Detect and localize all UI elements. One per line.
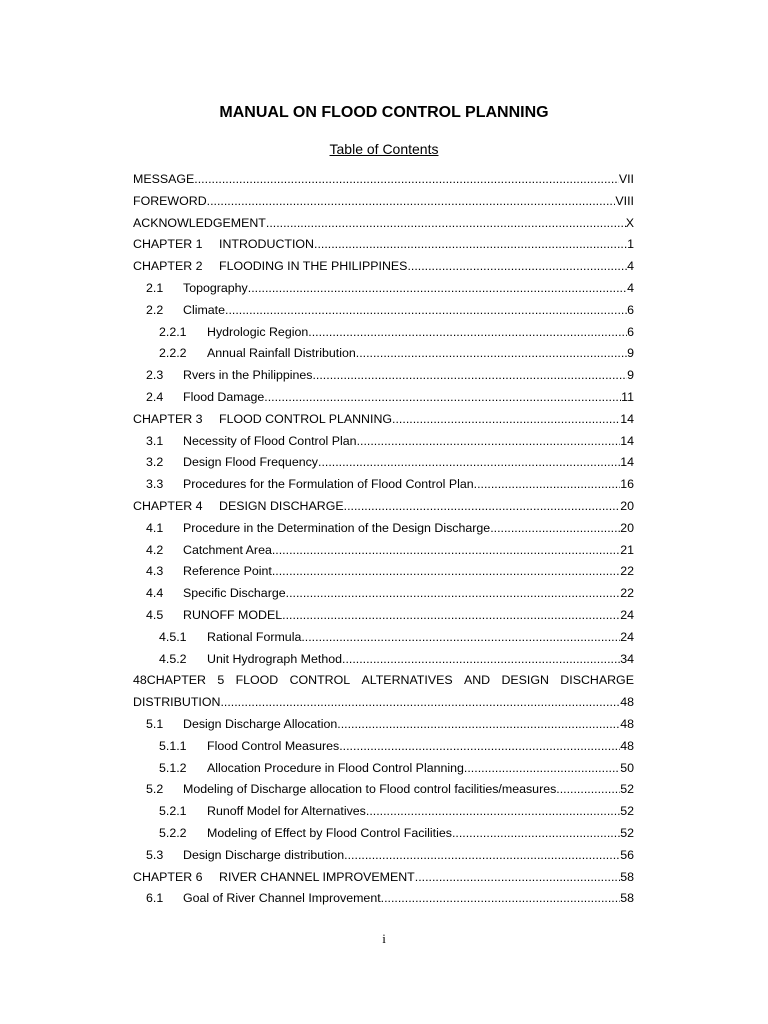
toc-entry-title: Allocation Procedure in Flood Control Planning bbox=[207, 760, 464, 775]
toc-entry-section[interactable] bbox=[133, 845, 634, 867]
toc-entry-title: Flood Control Measures bbox=[207, 738, 340, 753]
dot-leader bbox=[286, 583, 621, 605]
toc-entry-title: ACKNOWLEDGEMENT bbox=[133, 215, 266, 230]
toc-entry-title: Design Discharge distribution bbox=[183, 847, 345, 862]
toc-entry-number: 2.2.2 bbox=[159, 346, 187, 361]
dot-leader bbox=[366, 801, 620, 823]
toc-word: ALTERNATIVES bbox=[361, 673, 453, 688]
dot-leader bbox=[357, 431, 621, 453]
toc-entry-section[interactable] bbox=[133, 452, 634, 474]
toc-entry-number: 3.1 bbox=[146, 433, 164, 448]
dot-leader bbox=[452, 823, 620, 845]
toc-entry-page: 24 bbox=[620, 607, 634, 622]
toc-entry-title: Hydrologic Region bbox=[207, 324, 309, 339]
toc-entry-number: 2.1 bbox=[146, 280, 164, 295]
toc-entry-number: 2.2.1 bbox=[159, 324, 187, 339]
dot-leader bbox=[220, 692, 620, 714]
toc-entry-title: Flood Damage bbox=[183, 389, 265, 404]
toc-entry-foreword[interactable] bbox=[133, 191, 634, 213]
toc-entry-page: X bbox=[625, 215, 634, 230]
dot-leader bbox=[264, 387, 621, 409]
toc-entry-page: 48 bbox=[620, 716, 634, 731]
toc-entry-title: Climate bbox=[183, 302, 225, 317]
toc-entry-page: 14 bbox=[620, 455, 634, 470]
toc-entry-section[interactable] bbox=[133, 278, 634, 300]
toc-entry-subsection[interactable] bbox=[133, 801, 634, 823]
toc-entry-page: 50 bbox=[620, 760, 634, 775]
toc-entry-title: Design Flood Frequency bbox=[183, 455, 318, 470]
dot-leader bbox=[337, 714, 620, 736]
dot-leader bbox=[194, 169, 619, 191]
toc-entry-subsection[interactable] bbox=[133, 649, 634, 671]
toc-entry-page: 9 bbox=[627, 346, 634, 361]
toc-entry-number: 4.5.1 bbox=[159, 629, 187, 644]
toc-entry-page: 16 bbox=[620, 477, 634, 492]
toc-word: CONTROL bbox=[289, 673, 351, 688]
toc-entry-section[interactable] bbox=[133, 431, 634, 453]
toc-entry-message[interactable] bbox=[133, 169, 634, 191]
toc-entry-page: 14 bbox=[620, 411, 634, 426]
dot-leader bbox=[415, 867, 620, 889]
dot-leader bbox=[312, 365, 627, 387]
toc-entry-title: FOREWORD bbox=[133, 193, 207, 208]
toc-word: FLOOD bbox=[235, 673, 279, 688]
toc-entry-number: 2.3 bbox=[146, 368, 164, 383]
toc-entry-page: 34 bbox=[620, 651, 634, 666]
toc-entry-number: 4.5.2 bbox=[159, 651, 187, 666]
toc-entry-title: DISTRIBUTION bbox=[133, 695, 221, 710]
toc-entry-title: Reference Point bbox=[183, 564, 272, 579]
page-number: i bbox=[382, 931, 386, 946]
toc-entry-page: 58 bbox=[620, 869, 634, 884]
toc-entry-number: 5.2 bbox=[146, 782, 164, 797]
toc-entry-title: Modeling of Discharge allocation to Flood control facilities/measures bbox=[183, 782, 557, 797]
toc-entry-title: Runoff Model for Alternatives bbox=[207, 804, 366, 819]
toc-entry-number: 3.3 bbox=[146, 477, 164, 492]
toc-entry-section[interactable] bbox=[133, 583, 634, 605]
toc-entry-page: 11 bbox=[621, 389, 634, 404]
toc-entry-chapter-4[interactable] bbox=[133, 496, 634, 518]
toc-entry-page: 4 bbox=[627, 280, 634, 295]
toc-entry-subsection[interactable] bbox=[133, 736, 634, 758]
toc-entry-section[interactable] bbox=[133, 888, 634, 910]
toc-entry-subsection[interactable] bbox=[133, 823, 634, 845]
toc-entry-page: 6 bbox=[627, 302, 634, 317]
toc-entry-title: Rational Formula bbox=[207, 629, 302, 644]
toc-entry-section[interactable] bbox=[133, 474, 634, 496]
toc-entry-subsection[interactable] bbox=[133, 627, 634, 649]
dot-leader bbox=[474, 474, 621, 496]
dot-leader bbox=[392, 409, 620, 431]
document-title: MANUAL ON FLOOD CONTROL PLANNING bbox=[219, 104, 549, 121]
toc-entry-section[interactable] bbox=[133, 518, 634, 540]
toc-entry-page: 14 bbox=[620, 433, 634, 448]
toc-entry-chapter-2[interactable] bbox=[133, 256, 634, 278]
dot-leader bbox=[282, 605, 620, 627]
toc-entry-number: 4.1 bbox=[146, 520, 164, 535]
toc-entry-page: 6 bbox=[627, 324, 634, 339]
dot-leader bbox=[490, 518, 620, 540]
toc-entry-number: CHAPTER 6 bbox=[133, 869, 203, 884]
toc-entry-page: 48 bbox=[620, 695, 634, 710]
toc-entry-number: 2.2 bbox=[146, 302, 164, 317]
toc-entry-page: 52 bbox=[620, 804, 634, 819]
toc-entry-page: 56 bbox=[620, 847, 634, 862]
toc-entry-page: 9 bbox=[627, 368, 634, 383]
toc-entry-subsection[interactable] bbox=[133, 322, 634, 344]
toc-entry-chapter-6[interactable] bbox=[133, 867, 634, 889]
dot-leader bbox=[464, 758, 620, 780]
toc-entry-section[interactable] bbox=[133, 605, 634, 627]
toc-entry-number: 4.2 bbox=[146, 542, 164, 557]
toc-entry-title: Procedures for the Formulation of Flood Control Plan bbox=[183, 477, 474, 492]
toc-entry-section[interactable] bbox=[133, 300, 634, 322]
toc-entry-page: 4 bbox=[627, 259, 634, 274]
toc-entry-number: 3.2 bbox=[146, 455, 164, 470]
toc-entry-number: CHAPTER 2 bbox=[133, 259, 203, 274]
dot-leader bbox=[356, 343, 627, 365]
toc-entry-page: 20 bbox=[620, 520, 634, 535]
dot-leader bbox=[344, 496, 621, 518]
toc-word: DISCHARGE bbox=[560, 673, 634, 688]
dot-leader bbox=[342, 649, 620, 671]
toc-entry-title: Goal of River Channel Improvement bbox=[183, 891, 381, 906]
dot-leader bbox=[301, 627, 620, 649]
toc-entry-page: 1 bbox=[627, 237, 634, 252]
toc-entry-number: CHAPTER 3 bbox=[133, 411, 203, 426]
toc-entry-title: Necessity of Flood Control Plan bbox=[183, 433, 357, 448]
toc-entry-title: Design Discharge Allocation bbox=[183, 716, 338, 731]
toc-entry-title: MESSAGE bbox=[133, 172, 195, 186]
toc-entry-title: Specific Discharge bbox=[183, 586, 286, 601]
dot-leader bbox=[339, 736, 620, 758]
toc-entry-section[interactable] bbox=[133, 779, 634, 801]
toc-entry-acknowledgement[interactable] bbox=[133, 213, 634, 235]
dot-leader bbox=[266, 213, 626, 235]
toc-entry-title: RUNOFF MODEL bbox=[183, 607, 283, 622]
toc-entry-number: 4.5 bbox=[146, 607, 164, 622]
dot-leader bbox=[225, 300, 627, 322]
dot-leader bbox=[407, 256, 627, 278]
toc-entry-title: INTRODUCTION bbox=[219, 237, 314, 252]
toc-entry-section[interactable] bbox=[133, 387, 634, 409]
toc-entry-subsection[interactable] bbox=[133, 343, 634, 365]
dot-leader bbox=[248, 278, 627, 300]
toc-entry-number: 5.1.2 bbox=[159, 760, 187, 775]
toc-entry-title: RIVER CHANNEL IMPROVEMENT bbox=[219, 869, 415, 884]
toc-entry-title: DESIGN DISCHARGE bbox=[219, 498, 344, 513]
toc-word: 48CHAPTER bbox=[133, 673, 206, 688]
toc-entry-number: 4.3 bbox=[146, 564, 164, 579]
toc-word: 5 bbox=[217, 673, 225, 688]
toc-entry-chapter-3[interactable] bbox=[133, 409, 634, 431]
toc-entry-title: Modeling of Effect by Flood Control Facilities bbox=[207, 825, 452, 840]
toc-entry-title: Catchment Area bbox=[183, 542, 272, 557]
toc-entry-title: Rvers in the Philippines bbox=[183, 368, 313, 383]
toc-entry-chapter-1[interactable] bbox=[133, 234, 634, 256]
toc-entry-title: Annual Rainfall Distribution bbox=[207, 346, 356, 361]
dot-leader bbox=[272, 540, 620, 562]
toc-entry-number: 2.4 bbox=[146, 389, 164, 404]
toc-entry-page: VII bbox=[618, 172, 634, 186]
toc-entry-title: FLOOD CONTROL PLANNING bbox=[219, 411, 393, 426]
toc-entry-section[interactable] bbox=[133, 714, 634, 736]
toc-entry-number: 5.2.1 bbox=[159, 804, 187, 819]
toc-entry-number: 5.2.2 bbox=[159, 825, 187, 840]
toc-entry-number: CHAPTER 1 bbox=[133, 237, 203, 252]
toc-entry-title: FLOODING IN THE PHILIPPINES bbox=[219, 259, 408, 274]
toc-entry-number: 4.4 bbox=[146, 586, 164, 601]
dot-leader bbox=[318, 452, 620, 474]
toc-entry-section[interactable] bbox=[133, 540, 634, 562]
toc-entry-chapter-5-line1[interactable] bbox=[133, 670, 634, 692]
toc-entry-page: 48 bbox=[620, 738, 634, 753]
dot-leader bbox=[556, 779, 620, 801]
toc-word: AND bbox=[463, 673, 491, 688]
dot-leader bbox=[272, 561, 620, 583]
toc-entry-section[interactable] bbox=[133, 365, 634, 387]
toc-entry-number: 5.1 bbox=[146, 716, 164, 731]
toc-entry-title: Topography bbox=[183, 280, 248, 295]
toc-entry-page: VIII bbox=[615, 193, 634, 208]
toc-entry-page: 52 bbox=[620, 782, 634, 797]
toc-entry-number: 5.1.1 bbox=[159, 738, 187, 753]
toc-entry-number: 5.3 bbox=[146, 847, 164, 862]
dot-leader bbox=[344, 845, 620, 867]
toc-entry-page: 58 bbox=[620, 891, 634, 906]
toc-word: DESIGN bbox=[501, 673, 549, 688]
toc-entry-section[interactable] bbox=[133, 561, 634, 583]
toc-entry-number: 6.1 bbox=[146, 891, 164, 906]
dot-leader bbox=[381, 888, 621, 910]
dot-leader bbox=[207, 191, 616, 213]
toc-entry-page: 22 bbox=[620, 564, 634, 579]
toc-entry-page: 52 bbox=[620, 825, 634, 840]
dot-leader bbox=[314, 234, 627, 256]
toc-entry-subsection[interactable] bbox=[133, 758, 634, 780]
table-of-contents bbox=[133, 169, 634, 910]
dot-leader bbox=[308, 322, 627, 344]
toc-entry-page: 21 bbox=[620, 542, 634, 557]
toc-entry-page: 22 bbox=[620, 586, 634, 601]
toc-entry-chapter-5-line2[interactable] bbox=[133, 692, 634, 714]
toc-entry-title: Unit Hydrograph Method bbox=[207, 651, 342, 666]
toc-entry-number: CHAPTER 4 bbox=[133, 498, 203, 513]
toc-entry-title: Procedure in the Determination of the Design Discharge bbox=[183, 520, 491, 535]
toc-entry-page: 24 bbox=[620, 629, 634, 644]
toc-entry-page: 20 bbox=[620, 498, 634, 513]
toc-heading: Table of Contents bbox=[329, 141, 439, 157]
